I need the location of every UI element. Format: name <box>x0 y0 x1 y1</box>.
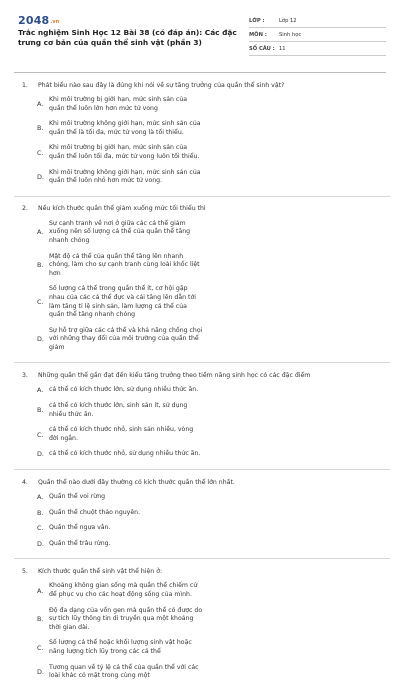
option-text: Sự hỗ trợ giữa các cá thể và khả năng chống chọi với những thay đổi của môi trường của quần thể giảm <box>49 326 203 351</box>
option-text: cá thể có kích thước nhỏ, sinh sản nhiều, vòng đời ngắn. <box>49 426 194 442</box>
option-a[interactable] <box>37 386 210 395</box>
option-d[interactable] <box>37 540 210 549</box>
option-b[interactable] <box>37 509 210 518</box>
option-letter: B. <box>37 406 44 415</box>
option-d[interactable] <box>37 450 210 459</box>
option-d[interactable] <box>37 327 210 353</box>
option-b[interactable] <box>37 607 210 633</box>
header <box>18 14 386 64</box>
option-text: Quần thể chuột thảo nguyên. <box>49 508 141 516</box>
option-letter: A. <box>37 228 44 237</box>
meta-value: 11 <box>279 45 286 52</box>
option-text: Độ đa dạng của vốn gen mà quần thể có được do sự tích lũy thông tin di truyền qua một khoảng thời gian dài. <box>49 606 203 631</box>
option-c[interactable] <box>37 639 210 656</box>
option-text: Khi môi trường bị giới hạn, mức sinh sản của quần thể luôn tối đa, mức tử vong luôn tối thiểu. <box>49 144 200 160</box>
site-logo[interactable] <box>18 14 59 27</box>
meta-key: LỚP : <box>249 17 265 24</box>
option-letter: A. <box>37 386 44 395</box>
question-list <box>22 80 382 688</box>
option-letter: D. <box>37 172 44 181</box>
option-letter: B. <box>37 508 44 517</box>
option-letter: C. <box>37 298 44 307</box>
option-text: Sự cạnh tranh về nơi ở giữa các cá thể giảm xuống nên số lượng cá thể của quần thể tăng nhanh chóng <box>49 219 191 244</box>
page-title: Trắc nghiệm Sinh Học 12 Bài 38 (có đáp án): Các đặc trưng cơ bản của quần thể sinh vật (phần 3) <box>18 28 237 47</box>
question-4 <box>22 477 382 555</box>
option-c[interactable] <box>37 426 210 443</box>
option-text: cá thể có kích thước lớn, sinh sản ít, sử dụng nhiều thức ăn. <box>49 402 188 418</box>
option-a[interactable] <box>37 493 210 502</box>
question-text: Nếu kích thước quần thể giảm xuống mức tối thiểu thì <box>38 205 206 213</box>
option-b[interactable] <box>37 120 210 137</box>
option-text: Khoảng không gian sống mà quần thể chiếm cứ để phục vụ cho các hoạt động sống của mình. <box>49 582 198 598</box>
question-divider <box>14 362 390 363</box>
option-a[interactable] <box>37 582 210 599</box>
question-number: 2. <box>22 205 28 213</box>
option-b[interactable] <box>37 402 210 419</box>
option-text: Quần thể ngựa vằn. <box>49 524 111 532</box>
question-number: 4. <box>22 478 28 486</box>
meta-key: MÔN : <box>249 31 267 38</box>
option-text: Khi môi trường không giới hạn, mức sinh sản của quần thể là tối đa, mức tử vong là tối thiểu. <box>49 120 201 136</box>
question-5 <box>22 566 382 687</box>
option-c[interactable] <box>37 285 210 319</box>
option-a[interactable] <box>37 220 210 246</box>
option-text: Tương quan về tỷ lệ cá thể của quần thể với các loài khác có mặt trong cùng một <box>49 663 199 680</box>
question-text: Phát biểu nào sau đây là đúng khi nói về sự tăng trưởng của quần thể sinh vật? <box>38 81 285 89</box>
question-text: Kích thước quần thể sinh vật thể hiện ở: <box>38 568 163 576</box>
option-letter: A. <box>37 586 44 595</box>
question-text: Những quần thể gần đạt đến kiểu tăng trưởng theo tiềm năng sinh học có các đặc điểm <box>38 372 311 380</box>
option-text: Số lượng cá thể hoặc khối lượng sinh vật hoặc năng lượng tích lũy trong các cá thể <box>49 639 192 655</box>
option-letter: B. <box>37 124 44 133</box>
option-letter: D. <box>37 539 44 548</box>
option-text: Khi môi trường không giới hạn, mức sinh sản của quần thể luôn nhỏ hơn mức tử vong. <box>49 168 201 185</box>
option-letter: C. <box>37 430 44 439</box>
option-c[interactable] <box>37 524 210 533</box>
meta-row-class <box>249 14 386 28</box>
option-letter: A. <box>37 100 44 109</box>
question-text: Quần thể nào dưới đây thường có kích thước quần thể lớn nhất. <box>38 478 235 486</box>
question-number: 3. <box>22 372 28 380</box>
option-letter: B. <box>37 615 44 624</box>
option-text: Mật độ cá thể của quần thể tăng lên nhanh chóng, làm cho sự cạnh tranh cùng loài khốc liệt hơn <box>49 252 200 277</box>
option-text: Quần thể voi rừng <box>49 493 106 501</box>
option-letter: C. <box>37 148 44 157</box>
meta-row-count <box>249 42 386 56</box>
question-1 <box>22 80 382 193</box>
meta-key: SỐ CÂU : <box>249 45 275 52</box>
option-text: Số lượng cá thể trong quần thể ít, cơ hội gặp nhau của các cá thể đực và cái tăng lên dẫn tới làm tăng tỉ lệ sinh sản, làm lượng cá thể của quần thể tăng nhanh chóng <box>49 285 196 319</box>
option-d[interactable] <box>37 169 210 186</box>
option-letter: D. <box>37 667 44 676</box>
option-letter: C. <box>37 643 44 652</box>
meta-table <box>249 14 386 56</box>
question-3 <box>22 370 382 466</box>
option-text: cá thể có kích thước nhỏ, sử dụng nhiều thức ăn. <box>49 450 201 458</box>
option-text: Khi môi trường bị giới hạn, mức sinh sản của quần thể luôn lớn hơn mức tử vong <box>49 96 188 112</box>
logo-suffix: .vn <box>50 19 60 25</box>
option-d[interactable] <box>37 664 210 681</box>
question-number: 1. <box>22 81 28 89</box>
question-divider <box>14 469 390 470</box>
option-b[interactable] <box>37 253 210 279</box>
option-text: Quần thể trâu rừng. <box>49 539 111 547</box>
option-c[interactable] <box>37 144 210 161</box>
meta-value: Sinh học <box>279 31 302 38</box>
option-letter: D. <box>37 450 44 459</box>
meta-value: Lớp 12 <box>279 17 297 24</box>
option-letter: A. <box>37 493 44 502</box>
option-letter: B. <box>37 261 44 270</box>
option-letter: C. <box>37 524 44 533</box>
question-divider <box>14 196 390 197</box>
option-text: cá thể có kích thước lớn, sử dụng nhiều thức ăn. <box>49 386 199 394</box>
header-divider <box>14 72 386 73</box>
question-2 <box>22 204 382 360</box>
question-divider <box>14 558 390 559</box>
option-letter: D. <box>37 335 44 344</box>
meta-row-subject <box>249 28 386 42</box>
logo-main: 2048 <box>18 14 50 27</box>
question-number: 5. <box>22 568 28 576</box>
option-a[interactable] <box>37 96 210 113</box>
